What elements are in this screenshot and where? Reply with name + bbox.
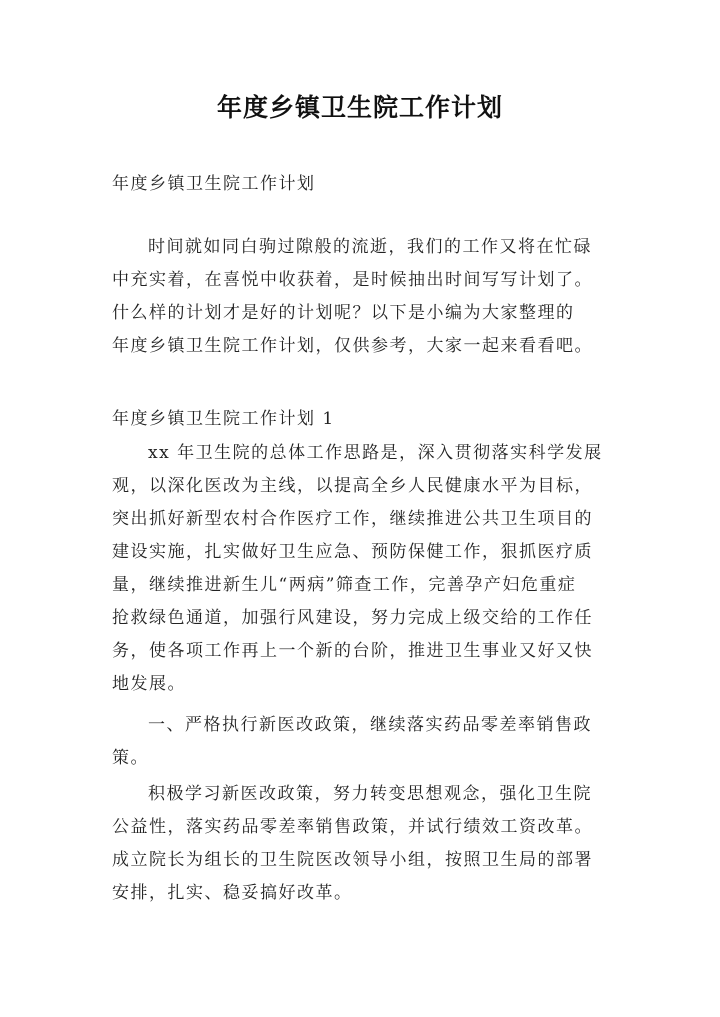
document-title: 年度乡镇卫生院工作计划 bbox=[216, 93, 503, 122]
overview-line-1: xx 年卫生院的总体工作思路是，深入贯彻落实科学发展 bbox=[148, 443, 603, 463]
overview-line-3: 突出抓好新型农村合作医疗工作，继续推进公共卫生项目的 bbox=[112, 509, 593, 529]
overview-line-2: 观，以深化医改为主线，以提高全乡人民健康水平为目标， bbox=[112, 476, 593, 496]
point-one-body-line-4: 安排，扎实、稳妥搞好改革。 bbox=[112, 883, 353, 903]
point-one-line-1: 一、严格执行新医改政策，继续落实药品零差率销售政 bbox=[148, 715, 592, 735]
document-subtitle: 年度乡镇卫生院工作计划 bbox=[112, 174, 316, 194]
intro-line-3: 什么样的计划才是好的计划呢？以下是小编为大家整理的 bbox=[112, 303, 575, 323]
point-one-body-line-3: 成立院长为组长的卫生院医改领导小组，按照卫生局的部署 bbox=[112, 850, 593, 870]
intro-line-4: 年度乡镇卫生院工作计划，仅供参考，大家一起来看看吧。 bbox=[112, 336, 593, 356]
overview-line-8: 地发展。 bbox=[112, 674, 186, 694]
point-one-body-line-1: 积极学习新医改政策，努力转变思想观念，强化卫生院 bbox=[148, 784, 592, 804]
overview-line-7: 务，使各项工作再上一个新的台阶，推进卫生事业又好又快 bbox=[112, 641, 593, 661]
intro-line-1: 时间就如同白驹过隙般的流逝，我们的工作又将在忙碌 bbox=[148, 237, 592, 257]
overview-line-6: 抢救绿色通道，加强行风建设，努力完成上级交给的工作任 bbox=[112, 608, 593, 628]
point-one-line-2: 策。 bbox=[112, 748, 149, 768]
section-heading: 年度乡镇卫生院工作计划 1 bbox=[112, 409, 335, 429]
intro-line-2: 中充实着，在喜悦中收获着，是时候抽出时间写写计划了。 bbox=[112, 270, 593, 290]
point-one-body-line-2: 公益性，落实药品零差率销售政策，并试行绩效工资改革。 bbox=[112, 817, 593, 837]
overview-line-4: 建设实施，扎实做好卫生应急、预防保健工作，狠抓医疗质 bbox=[112, 542, 593, 562]
overview-line-5: 量，继续推进新生儿“两病”筛查工作，完善孕产妇危重症 bbox=[112, 575, 577, 595]
